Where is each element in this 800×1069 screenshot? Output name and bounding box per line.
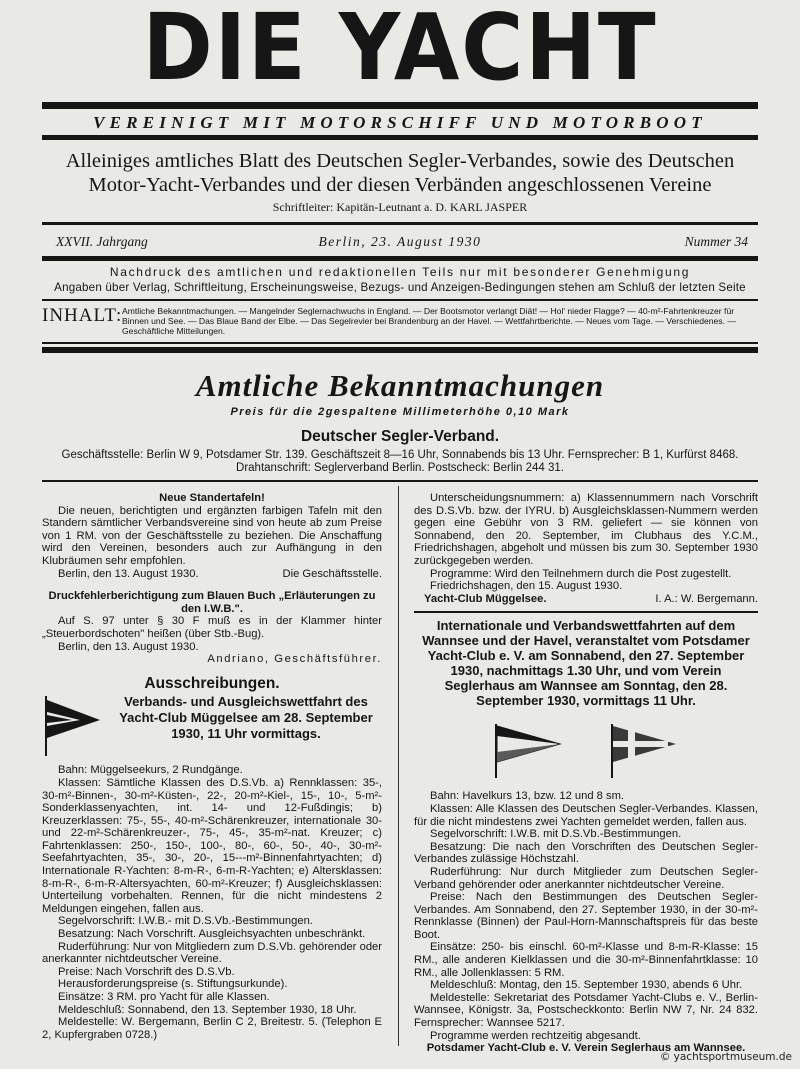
right-programme: Programme: Wird den Teilnehmern durch die Post zugestellt. bbox=[430, 567, 732, 580]
right-unterscheidung: Unterscheidungsnummern: a) Klassennummern nach Vorschrift des D.S.Vb. bzw. der IYRU. b) Ausgleichsklassen-Nummern werden gegen eine Gebühr von 3 RM. geliefert — sie können von Sonnabend, den 20. September, im Clubhaus des Y.C.M., Friedrichshagen, abgeholt und müssen bis zum 30. September 1930 zurückgegeben werden. bbox=[414, 492, 758, 567]
left-ruderfuehrung: Ruderführung: Nur von Mitgliedern zum D.S.Vb. gehörender oder anerkannter nichtdeutscher Vereine. bbox=[42, 940, 382, 966]
price-note: Preis für die 2gespaltene Millimeterhöhe 0,10 Mark bbox=[230, 406, 570, 418]
right-signature bbox=[414, 593, 758, 606]
right-preise: Preise: Nach den Bestimmungen des Deutschen Segler-Verbandes. Am Sonnabend, den 27. September 1930, in der 30-m²-Rennklasse (Binnen) der Paul-Horn-Mannschaftspreis für das beste Boot. bbox=[414, 891, 758, 941]
standarten-title: Neue Standertafeln! bbox=[159, 492, 265, 504]
rule bbox=[414, 611, 758, 613]
right-bahn: Bahn: Havelkurs 13, bzw. 12 und 8 sm. bbox=[430, 790, 625, 803]
right-besatzung: Besatzung: Die nach den Vorschriften des Deutschen Segler-Verbandes zulässige Höchstzahl. bbox=[414, 840, 758, 866]
reprint-notice: Nachdruck des amtlichen und redaktionellen Teils nur mit besonderer Genehmigung bbox=[109, 265, 691, 279]
rule bbox=[42, 347, 758, 353]
place-date: Berlin, 23. August 1930 bbox=[318, 234, 482, 249]
left-segelvorschrift: Segelvorschrift: I.W.B.- mit D.S.Vb.-Bestimmungen. bbox=[58, 915, 313, 928]
right-sign: I. A.: W. Bergemann. bbox=[655, 592, 758, 605]
standarten-text: Die neuen, berichtigten und ergänzten farbigen Tafeln mit den Standern sämtlicher Verbandsvereine sind von heute ab zum Preise von 1 RM. von der Geschäftsstelle zu beziehen. Die Anschaffung wird den Vereinen, besonders auch zur Aufhängung in den Klubräumen sehr empfohlen. bbox=[42, 504, 382, 567]
left-meldestelle: Meldestelle: W. Bergemann, Berlin C 2, Breitestr. 5. (Telephon E 2, Kupfergraben 0728.) bbox=[42, 1016, 382, 1041]
tagline: VEREINIGT MIT MOTORSCHIFF UND MOTORBOOT bbox=[93, 113, 707, 132]
right-ruderfuehrung: Ruderführung: Nur durch Mitglieder zum Deutschen Segler-Verband gehörender oder anerkannter nichtdeutscher Vereine. bbox=[414, 865, 758, 891]
left-column bbox=[42, 492, 382, 1041]
subtitle-line-2: Motor-Yacht-Verbandes und der diesen Verbänden angeschlossenen Vereine bbox=[88, 174, 712, 196]
masthead-title: DIE YACHT bbox=[142, 0, 658, 101]
club-pennant-icon bbox=[42, 694, 104, 758]
druckfehler-title: Druckfehlerberichtigung zum Blauen Buch „Erläuterungen zu den I.W.B.". bbox=[48, 590, 376, 615]
dsv-title: Deutscher Segler-Verband. bbox=[300, 428, 500, 445]
rule bbox=[42, 480, 758, 482]
race-header bbox=[42, 694, 382, 758]
right-programme2: Programme werden rechtzeitig abgesandt. bbox=[430, 1029, 641, 1042]
druckfehler-text: Auf S. 97 unter § 30 F muß es in der Klammer hinter „Steuerbordschoten" heißen (über Stb.-Bug). bbox=[42, 615, 382, 640]
left-meldeschluss: Meldeschluß: Sonnabend, den 13. September 1930, 18 Uhr. bbox=[58, 1003, 357, 1016]
pennants bbox=[414, 722, 758, 782]
watermark: © yachtsportmuseum.de bbox=[659, 1051, 792, 1063]
rule bbox=[42, 222, 758, 225]
left-klassen: Klassen: Sämtliche Klassen des D.S.Vb. a) Rennklassen: 35-, 30-m²-Binnen-, 30-m²-Küsten-, 22-, 20-m²-Kiel-, 15-, 10-, 5-m²-Sonderklassenyachten, int. 14- und 12-Fußdingis; b) Kreuzerklassen: 75-, 55-, 40-m²-Schärenkreuzer, internationale 30- und 22-m²-Schärenkreuzer-, 75-, 45-, 35-m²-nat. Kreuzer; c) Fahrtenklassen: 250-, 150-, 100-, 80-, 60-, 50-, 40-, 30-m²-Seefahrtyachten, 35-, 30-, 20-, 15---m²-Binnenfahrtyachten; d) Internationale R-Yachten: 8-m-R-, 6-m-R-Yachten; e) Altersklassen: 8-m-R-, 6-m-R-Altersyachten, 60-m²-Kreuzer; f) Ausgleichsklassen: Unterteilung vorbehalten. Rennen, für die nicht mindestens 2 Meldungen eingehen, fallen aus. bbox=[42, 776, 382, 915]
section-title: Amtliche Bekanntmachungen bbox=[195, 368, 605, 403]
editor-line: Schriftleiter: Kapitän-Leutnant a. D. KARL JASPER bbox=[272, 200, 528, 214]
rule bbox=[42, 342, 758, 344]
intl-title: Internationale und Verbandswettfahrten auf dem Wannsee und der Havel, veranstaltet vom Potsdamer Yacht-Club e. V. am Sonnabend, den 27. September 1930, nachmittags 1.30 Uhr, und vom Verein Seglerhaus am Wannsee am Sonntag, den 28. September 1930, vormittags 11 Uhr. bbox=[422, 618, 750, 709]
right-club: Yacht-Club Müggelsee. bbox=[424, 592, 547, 605]
left-einsaetze: Einsätze: 3 RM. pro Yacht für alle Klassen. bbox=[58, 991, 270, 1003]
dsv-telegram: Drahtanschrift: Seglerverband Berlin. Postscheck: Berlin 244 31. bbox=[236, 462, 564, 474]
contents-text: Amtliche Bekanntmachungen. — Mangelnder Seglernachwuchs in England. — Der Bootsmotor verlangt Diät! — Hol' nieder Flagge? — 40-m²-Fahrtenkreuzer für Binnen und See. — Das Blaue Band der Elbe. — Das Segelrevier bei Brandenburg an der Havel. — Wettfahrtberichte. — Neues vom Tage. — Verschiedenes. — Geschäftliche Mitteilungen. bbox=[122, 306, 736, 336]
left-preise: Preise: Nach Vorschrift des D.S.Vb. bbox=[58, 965, 235, 978]
contents-label: INHALT: bbox=[42, 305, 123, 326]
rule bbox=[42, 299, 758, 301]
rule bbox=[42, 135, 758, 140]
right-klassen: Klassen: Alle Klassen des Deutschen Segler-Verbandes. Klassen, für die nicht mindestens zwei Yachten gemeldet werden, fallen aus. bbox=[414, 802, 758, 828]
right-column bbox=[414, 492, 758, 1055]
rule bbox=[42, 256, 758, 261]
potsdam-pennant-icon bbox=[492, 722, 564, 780]
right-date: Friedrichshagen, den 15. August 1930. bbox=[430, 580, 623, 593]
right-meldestelle: Meldestelle: Sekretariat des Potsdamer Yacht-Clubs e. V., Berlin-Wannsee, Königstr. 3a, Postscheckkonto: Berlin NW 7, Nr. 24 832. Fernsprecher: Wannsee 5217. bbox=[414, 991, 758, 1030]
left-bahn: Bahn: Müggelseekurs, 2 Rundgänge. bbox=[58, 764, 243, 777]
issue-number: Nummer 34 bbox=[684, 234, 748, 249]
right-clubs: Potsdamer Yacht-Club e. V. Verein Seglerhaus am Wannsee. bbox=[426, 1042, 746, 1055]
race-title: Verbands- und Ausgleichswettfahrt des Yacht-Club Müggelsee am 28. September 1930, 11 Uhr vormittags. bbox=[119, 694, 373, 742]
druckfehler-date: Berlin, den 13. August 1930. bbox=[58, 640, 199, 653]
standarten-date: Berlin, den 13. August 1930. bbox=[58, 567, 199, 580]
right-meldeschluss: Meldeschluß: Montag, den 15. September 1930, abends 6 Uhr. bbox=[430, 979, 743, 992]
right-einsaetze: Einsätze: 250- bis einschl. 60-m²-Klasse und 8-m-R-Klasse: 15 RM., alle anderen Kielklassen und die 30-m²-Binnenfahrtklasse: 10 RM., alle Jollenklassen: 5 RM. bbox=[414, 941, 758, 979]
left-besatzung: Besatzung: Nach Vorschrift. Ausgleichsyachten unbeschränkt. bbox=[58, 928, 366, 941]
column-divider bbox=[398, 486, 399, 1046]
standarten-footer bbox=[42, 568, 382, 581]
dsv-office: Geschäftsstelle: Berlin W 9, Potsdamer Str. 139. Geschäftszeit 8—16 Uhr, Sonnabends bis 13 Uhr. Fernsprecher: B 1, Kurfürst 8468. bbox=[61, 449, 739, 461]
druckfehler-sign: Andriano, Geschäftsführer. bbox=[207, 653, 382, 666]
right-segelvorschrift: Segelvorschrift: I.W.B. mit D.S.Vb.-Bestimmungen. bbox=[430, 828, 682, 841]
wannsee-pennant-icon bbox=[608, 722, 680, 780]
subtitle-line-1: Alleiniges amtliches Blatt des Deutschen Segler-Verbandes, sowie des Deutschen bbox=[65, 150, 735, 172]
left-herausforderung: Herausforderungspreise (s. Stiftungsurkunde). bbox=[58, 978, 288, 991]
standarten-sign: Die Geschäftsstelle. bbox=[282, 567, 382, 580]
top-rule bbox=[42, 102, 758, 109]
publisher-notice: Angaben über Verlag, Schriftleitung, Erscheinungsweise, Bezugs- und Anzeigen-Bedingungen stehen am Schluß der letzten Seite bbox=[54, 281, 746, 294]
ausschreibungen-heading: Ausschreibungen. bbox=[144, 674, 280, 692]
volume: XXVII. Jahrgang bbox=[56, 234, 148, 249]
